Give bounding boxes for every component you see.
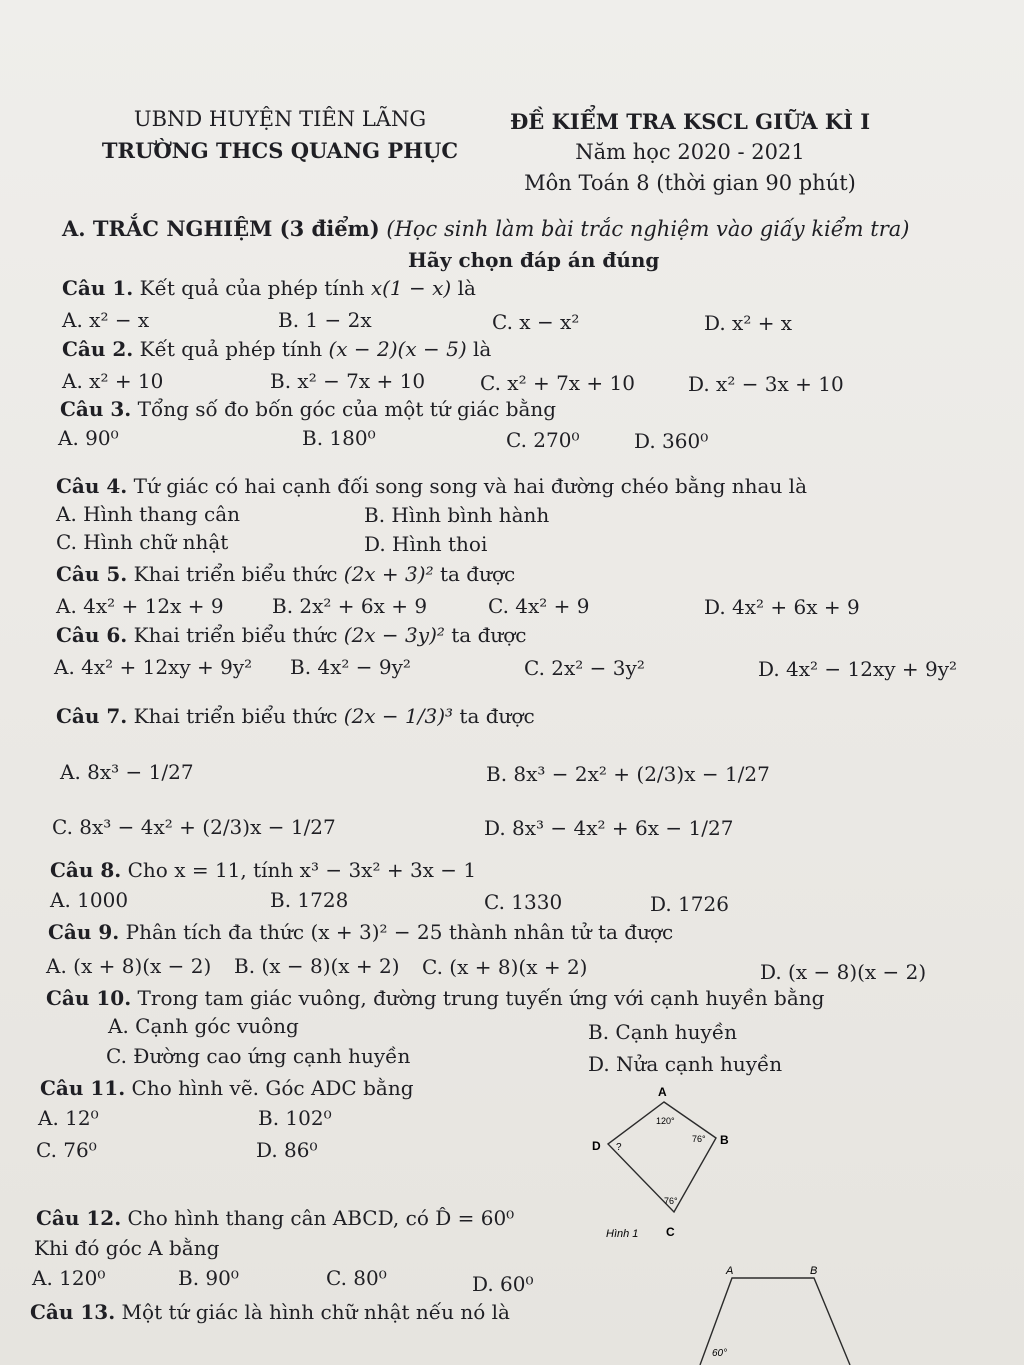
q2-option-b: B. x² − 7x + 10	[270, 369, 426, 393]
q1-option-a: A. x² − x	[62, 308, 150, 332]
q4-option-a: A. Hình thang cân	[56, 502, 241, 526]
question-tail: là	[473, 337, 492, 361]
q1-option-b: B. 1 − 2x	[278, 308, 372, 332]
question-text: Kết quả của phép tính	[139, 276, 365, 300]
exam-title: ĐỀ KIỂM TRA KSCL GIỮA KÌ I	[509, 109, 871, 134]
angle-d-label: ?	[616, 1142, 622, 1153]
section-heading: A. TRẮC NGHIỆM (3 điểm)	[62, 216, 380, 241]
q7-option-c: C. 8x³ − 4x² + (2/3)x − 1/27	[52, 815, 336, 839]
question-label: Câu 11.	[40, 1076, 126, 1100]
question-label: Câu 1.	[62, 276, 134, 300]
angle-b-label: 76°	[692, 1134, 706, 1144]
q4-option-b: B. Hình bình hành	[364, 503, 550, 527]
q11-option-d: D. 86⁰	[256, 1138, 318, 1162]
q12-option-b: B. 90⁰	[178, 1266, 239, 1290]
angle-c-label: 76°	[664, 1196, 678, 1206]
vertex-c-label: C	[666, 1225, 675, 1239]
q3-option-d: D. 360⁰	[634, 429, 709, 453]
question-7	[56, 704, 535, 728]
question-2	[62, 337, 491, 361]
q11-option-a: A. 12⁰	[38, 1106, 99, 1130]
q5-option-a: A. 4x² + 12x + 9	[56, 594, 224, 618]
q11-option-b: B. 102⁰	[258, 1106, 332, 1130]
question-label: Câu 12.	[36, 1206, 122, 1230]
q9-option-b: B. (x − 8)(x + 2)	[234, 954, 400, 978]
district-name: UBND HUYỆN TIÊN LÃNG	[133, 107, 427, 131]
question-expr: (2x − 3y)²	[343, 623, 445, 647]
vertex-a-label: A	[726, 1265, 734, 1277]
subject-time: Môn Toán 8 (thời gian 90 phút)	[524, 171, 856, 195]
q7-option-b: B. 8x³ − 2x² + (2/3)x − 1/27	[486, 762, 770, 786]
q10-option-c: C. Đường cao ứng cạnh huyền	[106, 1044, 411, 1068]
q12-option-c: C. 80⁰	[326, 1266, 387, 1290]
q5-option-c: C. 4x² + 9	[488, 594, 590, 618]
question-tail: là	[457, 276, 476, 300]
q6-option-c: C. 2x² − 3y²	[524, 656, 645, 680]
angle-d-label: 60°	[712, 1348, 728, 1359]
question-label: Câu 13.	[30, 1300, 116, 1324]
question-label: Câu 2.	[62, 337, 134, 361]
q7-option-a: A. 8x³ − 1/27	[60, 760, 194, 784]
question-label: Câu 6.	[56, 623, 128, 647]
q8-option-c: C. 1330	[484, 890, 563, 914]
question-tail: ta được	[451, 623, 527, 647]
figure-2-trapezoid	[690, 1262, 860, 1365]
question-text: Phân tích đa thức (x + 3)² − 25 thành nhân tử ta được	[125, 920, 674, 944]
q6-option-a: A. 4x² + 12xy + 9y²	[54, 655, 253, 679]
q3-option-b: B. 180⁰	[302, 426, 376, 450]
figure-1-quadrilateral	[582, 1080, 732, 1250]
question-13	[30, 1300, 510, 1324]
question-6	[56, 623, 527, 647]
question-9	[48, 920, 673, 944]
q2-option-c: C. x² + 7x + 10	[480, 371, 635, 395]
question-text: Khai triển biểu thức	[133, 623, 338, 647]
question-5	[56, 562, 515, 586]
vertex-b-label: B	[810, 1265, 818, 1277]
question-text: Tứ giác có hai cạnh đối song song và hai đường chéo bằng nhau là	[133, 474, 808, 498]
school-year: Năm học 2020 - 2021	[575, 140, 805, 164]
q5-option-b: B. 2x² + 6x + 9	[272, 594, 428, 618]
q8-option-a: A. 1000	[50, 888, 129, 912]
question-12-line2: Khi đó góc A bằng	[34, 1236, 220, 1260]
q4-option-d: D. Hình thoi	[364, 532, 488, 556]
question-text: Cho x = 11, tính x³ − 3x² + 3x − 1	[127, 858, 477, 882]
vertex-d-label: D	[592, 1139, 601, 1153]
q1-option-d: D. x² + x	[704, 311, 793, 335]
q8-option-b: B. 1728	[270, 888, 349, 912]
question-8	[50, 858, 476, 882]
question-10	[46, 986, 824, 1010]
q5-option-d: D. 4x² + 6x + 9	[704, 595, 860, 619]
question-text: Cho hình vẽ. Góc ADC bằng	[131, 1076, 414, 1100]
question-expr: (2x − 1/3)³	[343, 704, 454, 728]
school-header	[70, 104, 490, 166]
q6-option-b: B. 4x² − 9y²	[290, 655, 411, 679]
question-12	[36, 1206, 514, 1230]
vertex-b-label: B	[720, 1133, 729, 1147]
q10-option-b: B. Cạnh huyền	[588, 1020, 738, 1044]
question-tail: ta được	[459, 704, 535, 728]
question-label: Câu 3.	[60, 397, 132, 421]
q9-option-c: C. (x + 8)(x + 2)	[422, 955, 588, 979]
vertex-a-label: A	[658, 1085, 667, 1099]
q12-option-a: A. 120⁰	[32, 1266, 106, 1290]
section-title	[62, 216, 909, 241]
q7-option-d: D. 8x³ − 4x² + 6x − 1/27	[484, 816, 734, 840]
q8-option-d: D. 1726	[650, 892, 729, 916]
angle-a-label: 120°	[656, 1116, 675, 1126]
question-tail: ta được	[439, 562, 516, 586]
q12-option-d: D. 60⁰	[472, 1272, 534, 1296]
exam-header	[500, 106, 880, 199]
question-label: Câu 4.	[56, 474, 128, 498]
question-expr: (x − 2)(x − 5)	[328, 337, 467, 361]
q3-option-c: C. 270⁰	[506, 428, 580, 452]
question-label: Câu 5.	[56, 562, 128, 586]
q10-option-a: A. Cạnh góc vuông	[108, 1014, 299, 1038]
q11-option-c: C. 76⁰	[36, 1138, 97, 1162]
q3-option-a: A. 90⁰	[58, 426, 119, 450]
question-1	[62, 276, 476, 300]
question-label: Câu 8.	[50, 858, 122, 882]
q1-option-c: C. x − x²	[492, 310, 580, 334]
question-3	[60, 397, 556, 421]
q6-option-d: D. 4x² − 12xy + 9y²	[758, 657, 958, 681]
instruction: Hãy chọn đáp án đúng	[408, 248, 660, 272]
question-label: Câu 10.	[46, 986, 132, 1010]
figure-caption: Hình 1	[606, 1228, 639, 1240]
school-name: TRƯỜNG THCS QUANG PHỤC	[101, 138, 459, 163]
question-text: Trong tam giác vuông, đường trung tuyến ứng với cạnh huyền bằng	[137, 986, 825, 1010]
question-11	[40, 1076, 414, 1100]
question-text: Khai triển biểu thức	[133, 704, 338, 728]
q10-option-d: D. Nửa cạnh huyền	[588, 1052, 783, 1076]
q2-option-a: A. x² + 10	[62, 369, 164, 393]
question-text: Một tứ giác là hình chữ nhật nếu nó là	[121, 1300, 510, 1324]
question-text: Tổng số đo bốn góc của một tứ giác bằng	[137, 397, 557, 421]
question-expr: (2x + 3)²	[343, 562, 434, 586]
question-4	[56, 474, 807, 498]
question-expr: x(1 − x)	[370, 276, 452, 300]
question-text: Kết quả phép tính	[139, 337, 323, 361]
question-text: Khai triển biểu thức	[133, 562, 338, 586]
q9-option-a: A. (x + 8)(x − 2)	[46, 954, 212, 978]
question-text: Cho hình thang cân ABCD, có D̂ = 60⁰	[127, 1206, 515, 1230]
q9-option-d: D. (x − 8)(x − 2)	[760, 960, 927, 984]
question-label: Câu 7.	[56, 704, 128, 728]
q2-option-d: D. x² − 3x + 10	[688, 372, 844, 396]
q4-option-c: C. Hình chữ nhật	[56, 530, 229, 554]
section-note: (Học sinh làm bài trắc nghiệm vào giấy kiểm tra)	[386, 217, 910, 241]
question-label: Câu 9.	[48, 920, 120, 944]
